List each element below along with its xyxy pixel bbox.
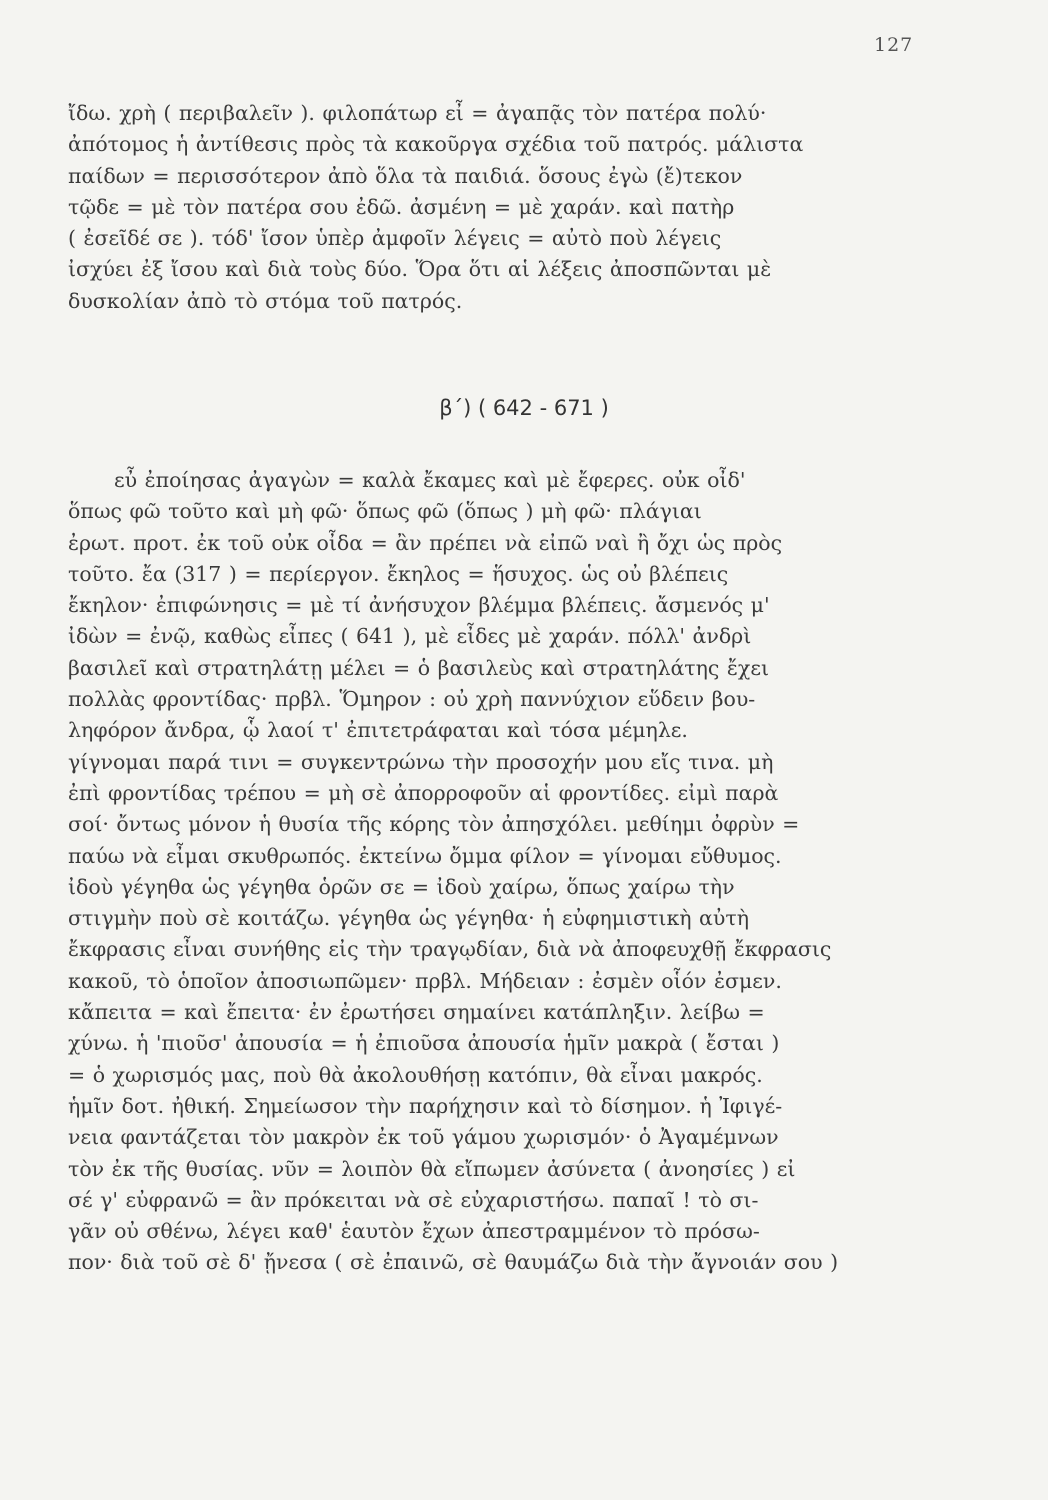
commentary-block-1 xyxy=(68,98,924,317)
page-number: 127 xyxy=(874,34,914,56)
text-line: σέ γ' εὐφρανῶ = ἂν πρόκειται νὰ σὲ εὐχαριστήσω. παπαῖ ! τὸ σι- xyxy=(68,1187,759,1212)
text-line: κἄπειτα = καὶ ἔπειτα· ἐν ἐρωτήσει σημαίνει κατάπληξιν. λείβω = xyxy=(68,1000,765,1025)
text-line: σοί· ὄντως μόνον ἡ θυσία τῆς κόρης τὸν ἀπησχόλει. μεθίημι ὀφρὺν = xyxy=(68,812,800,837)
text-line: ληφόρον ἄνδρα, ᾧ λαοί τ' ἐπιτετράφαται καὶ τόσα μέμηλε. xyxy=(68,718,688,743)
text-line: βασιλεῖ καὶ στρατηλάτῃ μέλει = ὁ βασιλεὺς καὶ στρατηλάτης ἔχει xyxy=(68,655,769,680)
text-line: ὅπως φῶ τοῦτο καὶ μὴ φῶ· ὅπως φῶ (ὅπως ) μὴ φῶ· πλάγιαι xyxy=(68,499,702,524)
text-line: δυσκολίαν ἀπὸ τὸ στόμα τοῦ πατρός. xyxy=(68,288,463,313)
text-line: ἔκηλον· ἐπιφώνησις = μὲ τί ἀνήσυχον βλέμμα βλέπεις. ἄσμενός μ' xyxy=(68,593,770,618)
text-line: ἰδοὺ γέγηθα ὡς γέγηθα ὁρῶν σε = ἰδοὺ χαίρω, ὅπως χαίρω τὴν xyxy=(68,874,735,899)
section-heading: β΄) ( 642 - 671 ) xyxy=(439,396,609,420)
commentary-block-2 xyxy=(68,465,924,1279)
text-line: γᾶν οὐ σθένω, λέγει καθ' ἑαυτὸν ἔχων ἀπεστραμμένον τὸ πρόσω- xyxy=(68,1219,760,1244)
text-line: χύνω. ἡ 'πιοῦσ' ἀπουσία = ἡ ἐπιοῦσα ἀπουσία ἡμῖν μακρὰ ( ἔσται ) xyxy=(68,1031,780,1056)
text-line: στιγμὴν ποὺ σὲ κοιτάζω. γέγηθα ὡς γέγηθα· ἡ εὐφημιστικὴ αὐτὴ xyxy=(68,906,749,931)
text-line: ( ἐσεῖδέ σε ). τόδ' ἴσον ὑπὲρ ἀμφοῖν λέγεις = αὐτὸ ποὺ λέγεις xyxy=(68,226,722,251)
text-line: παύω νὰ εἶμαι σκυθρωπός. ἐκτείνω ὄμμα φίλον = γίνομαι εὔθυμος. xyxy=(68,843,782,868)
text-line: πολλὰς φροντίδας· πρβλ. Ὅμηρον : οὐ χρὴ παννύχιον εὕδειν βου- xyxy=(68,687,756,712)
text-line: ἡμῖν δοτ. ἠθική. Σημείωσον τὴν παρήχησιν καὶ τὸ δίσημον. ἡ Ἰφιγέ- xyxy=(68,1093,783,1118)
text-line: ἐπὶ φροντίδας τρέπου = μὴ σὲ ἀπορροφοῦν αἱ φροντίδες. εἰμὶ παρὰ xyxy=(68,780,779,805)
text-line: ἰδὼν = ἐνῷ, καθὼς εἶπες ( 641 ), μὲ εἶδες μὲ χαράν. πόλλ' ἀνδρὶ xyxy=(68,624,752,649)
text-line: νεια φαντάζεται τὸν μακρὸν ἐκ τοῦ γάμου χωρισμόν· ὁ Ἀγαμέμνων xyxy=(68,1125,779,1150)
text-line: ἴδω. χρὴ ( περιβαλεῖν ). φιλοπάτωρ εἶ = ἀγαπᾷς τὸν πατέρα πολύ· xyxy=(68,101,767,125)
text-line: τοῦτο. ἔα (317 ) = περίεργον. ἔκηλος = ἥσυχος. ὡς οὐ βλέπεις xyxy=(68,561,729,586)
text-line: ἰσχύει ἐξ ἴσου καὶ διὰ τοὺς δύο. Ὅρα ὅτι αἱ λέξεις ἀποσπῶνται μὲ xyxy=(68,257,772,282)
text-line: ἔκφρασις εἶναι συνήθης εἰς τὴν τραγῳδίαν, διὰ νὰ ἀποφευχθῇ ἔκφρασις xyxy=(68,937,832,962)
text-line: εὖ ἐποίησας ἀγαγὼν = καλὰ ἔκαμες καὶ μὲ ἔφερες. οὐκ οἶδ' xyxy=(114,468,746,492)
text-line: τῷδε = μὲ τὸν πατέρα σου ἐδῶ. ἀσμένη = μὲ χαράν. καὶ πατὴρ xyxy=(68,194,735,219)
text-line: πον· διὰ τοῦ σὲ δ' ᾔνεσα ( σὲ ἐπαινῶ, σὲ θαυμάζω διὰ τὴν ἄγνοιάν σου ) xyxy=(68,1250,839,1275)
text-line: = ὁ χωρισμός μας, ποὺ θὰ ἀκολουθήσῃ κατόπιν, θὰ εἶναι μακρός. xyxy=(68,1062,763,1087)
text-line: κακοῦ, τὸ ὁποῖον ἀποσιωπῶμεν· πρβλ. Μήδειαν : ἐσμὲν οἷόν ἐσμεν. xyxy=(68,968,782,993)
text-line: γίγνομαι παρά τινι = συγκεντρώνω τὴν προσοχήν μου εἴς τινα. μὴ xyxy=(68,749,774,774)
text-line: ἀπότομος ἡ ἀντίθεσις πρὸς τὰ κακοῦργα σχέδια τοῦ πατρός. μάλιστα xyxy=(68,132,804,157)
text-line: ἐρωτ. προτ. ἐκ τοῦ οὐκ οἶδα = ἂν πρέπει νὰ εἰπῶ ναὶ ἢ ὄχι ὡς πρὸς xyxy=(68,530,783,555)
text-line: τὸν ἐκ τῆς θυσίας. νῦν = λοιπὸν θὰ εἴπωμεν ἀσύνετα ( ἀνοησίες ) εἰ xyxy=(68,1156,796,1181)
text-line: παίδων = περισσότερον ἀπὸ ὅλα τὰ παιδιά. ὅσους ἐγὼ (ἔ)τεκον xyxy=(68,163,743,188)
